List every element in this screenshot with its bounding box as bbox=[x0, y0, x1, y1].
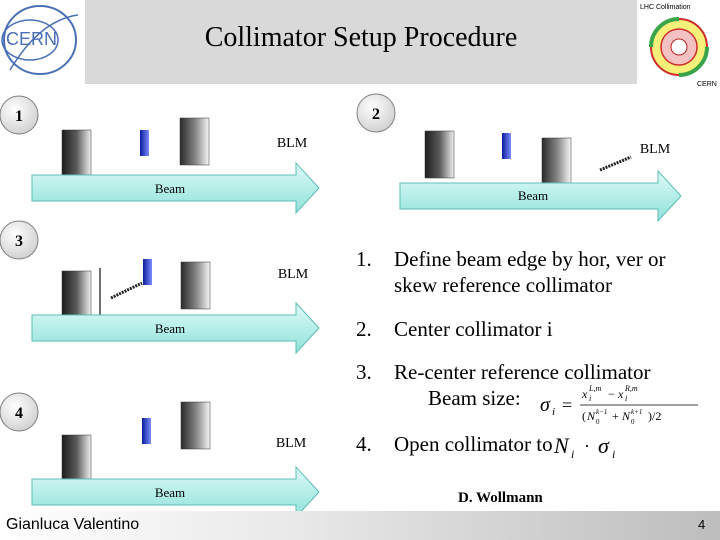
svg-text:i: i bbox=[589, 394, 592, 403]
svg-text:=: = bbox=[562, 395, 573, 415]
step-text: Center collimator i bbox=[394, 317, 553, 341]
svg-text:i: i bbox=[612, 447, 616, 461]
beam-size-label: Beam size: bbox=[428, 386, 521, 411]
collimator-left bbox=[62, 271, 91, 318]
step-item bbox=[356, 316, 553, 342]
collimator-left bbox=[62, 130, 91, 177]
step-badge bbox=[0, 96, 38, 134]
shower-indicator bbox=[600, 157, 631, 170]
collimator-right bbox=[542, 138, 571, 185]
svg-text:i: i bbox=[625, 394, 628, 403]
blm-label: BLM bbox=[277, 267, 309, 282]
lhc-logo-title: LHC Collimation bbox=[640, 4, 691, 11]
step-number: 4. bbox=[356, 432, 372, 456]
beam-label: Beam bbox=[154, 485, 186, 500]
svg-text:·: · bbox=[584, 436, 590, 456]
svg-text:(: ( bbox=[582, 409, 586, 423]
svg-text:N: N bbox=[622, 409, 631, 423]
blm-detector bbox=[502, 133, 511, 159]
author-signature: D. Wollmann bbox=[458, 490, 543, 506]
beam-label: Beam bbox=[517, 188, 549, 203]
blm-label: BLM bbox=[639, 142, 671, 157]
svg-text:R,m: R,m bbox=[625, 384, 638, 393]
blm-detector bbox=[143, 259, 152, 285]
collimator-left bbox=[62, 435, 91, 482]
step-number: 3. bbox=[356, 360, 372, 384]
svg-text:x: x bbox=[618, 387, 624, 401]
svg-text:L,m: L,m bbox=[589, 384, 602, 393]
svg-text:N: N bbox=[587, 409, 596, 423]
svg-text:0: 0 bbox=[631, 418, 635, 426]
svg-text:k+1: k+1 bbox=[631, 408, 643, 416]
step-badge bbox=[0, 393, 38, 431]
step-badge bbox=[357, 94, 395, 132]
panel-1 bbox=[0, 96, 319, 213]
page-number: 4 bbox=[698, 517, 706, 532]
step-text: Define beam edge by hor, ver or bbox=[394, 247, 666, 271]
svg-text:k−1: k−1 bbox=[596, 408, 608, 416]
blm-label: BLM bbox=[276, 136, 308, 151]
step-text: Re-center reference collimator bbox=[394, 360, 651, 384]
collimator-left bbox=[425, 131, 454, 178]
panel-4 bbox=[0, 393, 319, 512]
beam-label: Beam bbox=[154, 321, 186, 336]
step-text-continued: skew reference collimator bbox=[394, 273, 613, 298]
lhc-collimation-logo bbox=[637, 0, 720, 90]
svg-text:σ: σ bbox=[540, 394, 550, 416]
beam-size-formula bbox=[538, 380, 718, 430]
step-number: 2. bbox=[356, 317, 372, 341]
svg-text:i: i bbox=[571, 447, 575, 461]
step-number: 1. bbox=[356, 247, 372, 271]
step-badge bbox=[0, 221, 38, 259]
svg-text:x: x bbox=[582, 387, 588, 401]
panel-3 bbox=[0, 221, 319, 353]
cern-logo-text: CERN bbox=[6, 29, 58, 49]
collimator-right bbox=[181, 402, 210, 449]
beam-label: Beam bbox=[154, 181, 186, 196]
step-badge-label: 3 bbox=[15, 233, 23, 250]
blm-detector bbox=[140, 130, 149, 156]
svg-text:N: N bbox=[554, 433, 569, 458]
slide-title: Collimator Setup Procedure bbox=[204, 22, 518, 53]
cern-logo bbox=[0, 0, 85, 84]
open-position-formula bbox=[552, 428, 662, 462]
step-badge-label: 4 bbox=[15, 405, 23, 422]
svg-text:i: i bbox=[552, 406, 556, 418]
collimator-right bbox=[181, 262, 210, 309]
step-item bbox=[356, 431, 553, 457]
collimator-right bbox=[180, 118, 209, 165]
blm-label: BLM bbox=[275, 436, 307, 451]
lhc-logo-cern: CERN bbox=[697, 81, 717, 88]
svg-text:): ) bbox=[648, 409, 652, 423]
shower-indicator bbox=[111, 283, 142, 298]
panel-2 bbox=[357, 94, 681, 221]
svg-text:−: − bbox=[608, 387, 615, 401]
step-badge-label: 1 bbox=[15, 108, 23, 125]
svg-text:σ: σ bbox=[598, 433, 609, 458]
footer-author: Gianluca Valentino bbox=[6, 516, 140, 533]
step-badge-label: 2 bbox=[372, 106, 380, 123]
svg-text:0: 0 bbox=[596, 418, 600, 426]
step-text: Open collimator to bbox=[394, 432, 553, 456]
step-item bbox=[356, 246, 665, 299]
svg-text:+: + bbox=[612, 409, 619, 423]
blm-detector bbox=[142, 418, 151, 444]
svg-text:/2: /2 bbox=[652, 409, 662, 423]
